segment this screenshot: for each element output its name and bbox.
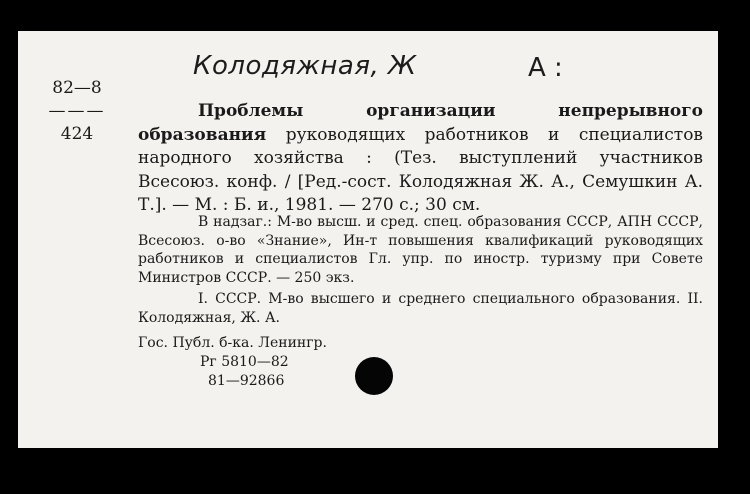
- punch-hole: [355, 357, 393, 395]
- call-number-divider: ———: [48, 101, 106, 121]
- tracing-text: I. СССР. М-во высшего и среднего специального образования. II. Колодяжная, Ж. А.: [138, 291, 703, 326]
- handwritten-initial: А :: [528, 53, 563, 83]
- holding-block: [138, 334, 327, 391]
- catalog-card: [18, 31, 718, 448]
- call-number-bottom: 424: [60, 124, 94, 144]
- title-rest: руководящих работников и специалистов народного хозяйства : (Тез. выступлений участников Всесоюз. конф. / [Ред.-сост. Колодяжная Ж. А., Семушкин А. Т.]. — М. : Б. и., 1981. — 270 с.; 30 см.: [138, 124, 704, 215]
- holding-library: Гос. Публ. б-ка. Ленингр.: [138, 335, 327, 351]
- title-block: [138, 100, 703, 218]
- holding-number: 81—92866: [208, 373, 285, 389]
- handwritten-author: Колодяжная, Ж: [193, 51, 417, 81]
- tracing-block: [138, 290, 703, 328]
- call-number-top: 82—8: [52, 78, 102, 98]
- holding-code: Рг 5810—82: [200, 354, 289, 370]
- notes-text: В надзаг.: М-во высш. и сред. спец. образования СССР, АПН СССР, Всесоюз. о-во «Знание», Ин-т повышения квалификаций руководящих работников и специалистов Гл. упр. по иностр. туризму при Совете Министров СССР. — 250 экз.: [138, 214, 703, 286]
- call-number: [32, 77, 122, 146]
- title-lead: Проблемы организации непрерывного образования: [138, 101, 703, 145]
- notes-block: [138, 213, 703, 287]
